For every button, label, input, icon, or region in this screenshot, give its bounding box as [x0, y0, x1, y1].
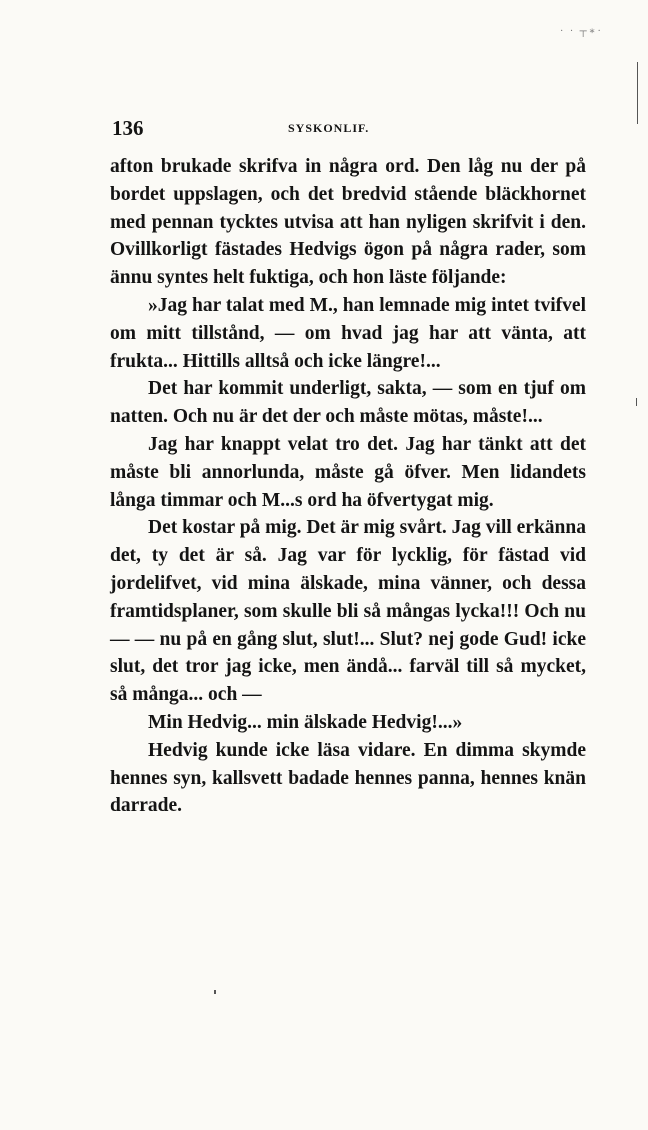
paragraph-6: Min Hedvig... min älskade Hedvig!...»: [148, 711, 463, 733]
paragraph-1: afton brukade skrifva in några ord. Den låg nu der på bordet uppslagen, och det bredvid stående bläckhornet med pennan tycktes utvisa att han nyligen skrifvit i den. Ovillkorligt fästades Hedvigs ögon på några rader, som ännu syntes helt fuktiga, och hon läste följande:: [110, 156, 586, 289]
page-number: 136: [112, 116, 144, 140]
bottom-speck-mark: [214, 990, 216, 994]
paragraph-4: Jag har knappt velat tro det. Jag har tänkt att det måste bli annorlunda, måste gå öfver. Men lidandets långa timmar och M...s ord ha öfvertygat mig.: [110, 433, 586, 511]
paragraph-5: Det kostar på mig. Det är mig svårt. Jag vill erkänna det, ty det är så. Jag var för lycklig, för fästad vid jordelifvet, vid mina älskade, mina vänner, och dessa framtidsplaner, som skulle bli så mångas lycka!!! Och nu — — nu på en gång slut, slut!... Slut? nej gode Gud! icke slut, det tror jag icke, men ändå... farväl till så mycket, så många... och —: [110, 517, 586, 706]
body-text: [110, 153, 586, 820]
paragraph-7: Hedvig kunde icke läsa vidare. En dimma skymde hennes syn, kallsvett badade hennes panna, hennes knän darrade.: [110, 739, 586, 817]
paragraph-2: »Jag har talat med M., han lemnade mig intet tvifvel om mitt tillstånd, — om hvad jag har att vänta, att frukta... Hittills alltså och icke längre!...: [110, 294, 586, 372]
running-title: SYSKONLIF.: [288, 121, 370, 135]
corner-print-mark: · · ┬∗·: [560, 26, 603, 37]
paragraph-3: Det har kommit underligt, sakta, — som en tjuf om natten. Och nu är det der och måste mötas, måste!...: [110, 378, 586, 428]
margin-line-mark: [637, 62, 638, 124]
page-header: [112, 114, 586, 142]
margin-dot-mark: [636, 398, 637, 406]
